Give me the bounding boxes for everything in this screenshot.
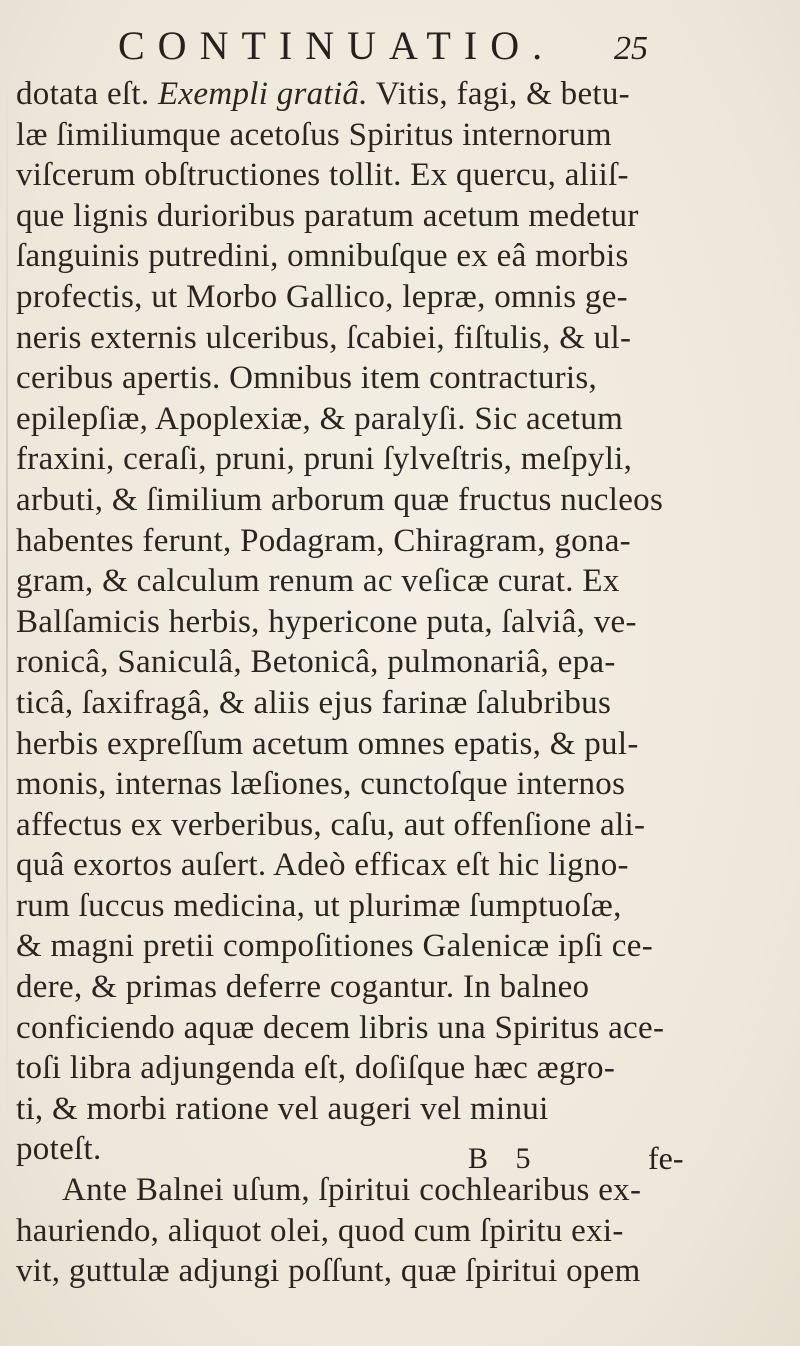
text-line: toſi libra adjungenda eſt, doſiſque hæc ægro- [16, 1050, 616, 1087]
text-line [16, 74, 696, 115]
text-line: læ ſimiliumque acetoſus Spiritus internorum [16, 116, 612, 153]
paragraph-start-line: Ante Balnei uſum, ſpiritui cochlearibus ex- [62, 1172, 642, 1209]
catchword: fe- [648, 1140, 684, 1176]
text-line: ronicâ, Saniculâ, Betonicâ, pulmonariâ, epa- [16, 644, 616, 681]
running-head: CONTINUATIO. [118, 23, 556, 68]
text-line: quâ exortos auſert. Adeò efficax eſt hic ligno- [16, 847, 629, 884]
text-line: conficiendo aquæ decem libris una Spiritus ace- [16, 1009, 665, 1046]
text-line: gram, & calculum renum ac veſicæ curat. Ex [16, 563, 620, 600]
gutter-shadow [6, 60, 8, 1120]
text-line: ticâ, ſaxifragâ, & aliis ejus farinæ ſalubribus [16, 684, 612, 721]
text-run: Vitis, fagi, & betu- [367, 76, 630, 112]
body-text [16, 74, 696, 1292]
text-line: ti, & morbi ratione vel augeri vel minui [16, 1090, 549, 1127]
text-line: habentes ferunt, Podagram, Chiragram, gona- [16, 522, 631, 559]
text-line: rum ſuccus medicina, ut plurimæ ſumptuoſæ, [16, 887, 622, 924]
page-header [0, 22, 800, 72]
text-line: viſcerum obſtructiones tollit. Ex quercu, aliiſ- [16, 157, 629, 194]
text-line: & magni pretii compoſitiones Galenicæ ipſi ce- [16, 928, 653, 965]
text-line: que lignis durioribus paratum acetum medetur [16, 197, 639, 234]
text-line: poteſt. [16, 1131, 102, 1168]
text-line: ſanguinis putredini, omnibuſque ex eâ morbis [16, 238, 629, 275]
text-line: herbis expreſſum acetum omnes epatis, & pul- [16, 725, 639, 762]
text-line: vit, guttulæ adjungi poſſunt, quæ ſpiritui opem [16, 1253, 641, 1290]
page-number: 25 [614, 30, 648, 67]
text-line: monis, internas læſiones, cunctoſque internos [16, 766, 626, 803]
text-line: affectus ex verberibus, caſu, aut offenſione ali- [16, 806, 646, 843]
signature-mark: B 5 [468, 1142, 541, 1175]
text-line: hauriendo, aliquot olei, quod cum ſpiritu exi- [16, 1212, 624, 1249]
text-run: dotata eſt. [16, 76, 158, 112]
text-line: arbuti, & ſimilium arborum quæ fructus nucleos [16, 481, 664, 518]
text-line: Balſamicis herbis, hypericone puta, ſalviâ, ve- [16, 603, 637, 640]
text-line: ceribus apertis. Omnibus item contracturis, [16, 360, 598, 397]
text-line: fraxini, ceraſi, pruni, pruni ſylveſtris, meſpyli, [16, 441, 633, 478]
text-line: epilepſiæ, Apoplexiæ, & paralyſi. Sic acetum [16, 400, 624, 437]
text-line: profectis, ut Morbo Gallico, lepræ, omnis ge- [16, 278, 628, 315]
italic-phrase: Exempli gratiâ. [157, 76, 368, 112]
text-line: neris externis ulceribus, ſcabiei, fiſtulis, & ul- [16, 319, 632, 356]
text-line: dere, & primas deferre cogantur. In balneo [16, 969, 590, 1006]
